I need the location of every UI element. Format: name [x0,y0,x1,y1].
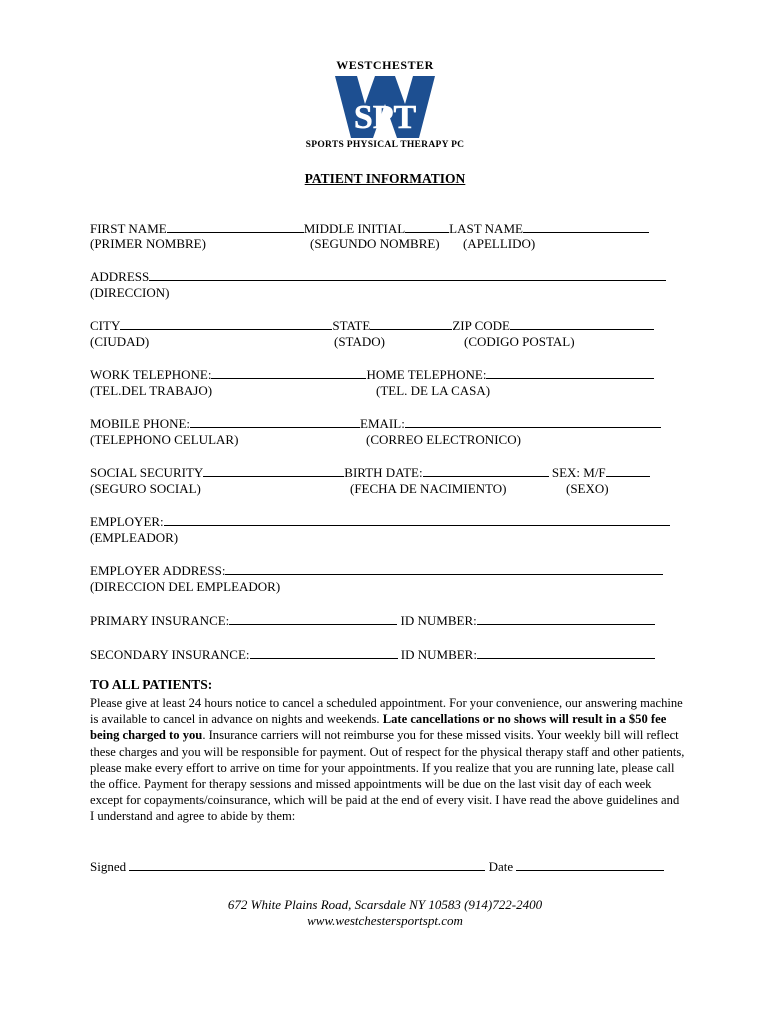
signed-label: Signed [90,859,127,874]
spt-logo-mark [335,76,435,138]
notice-text-2: . Insurance carriers will not reimburse you for these missed visits. Your weekly bill will reflect these charges and you will be responsible for payment. Out of respect for the physical therapy staff and other patients, please make every effort to arrive on time for your appointments. If you realize that you are running late, please call the office. Payment for therapy sessions and missed appointments will be due on the last visit day of each week except for copayments/coinsurance, which will be paid at the end of every visit. I have read the above guidelines and I understand and agree to abide by them: [90,728,685,824]
logo-bottom-text: SPORTS PHYSICAL THERAPY PC [305,140,465,150]
employer-row [90,513,670,530]
middle-initial-es: (SEGUNDO NOMBRE) [310,236,440,251]
employer-address-label: EMPLOYER ADDRESS: [90,563,226,578]
zip-es: (CODIGO POSTAL) [464,334,575,349]
home-phone-field[interactable] [486,366,654,379]
ssn-row [90,464,650,481]
zip-field[interactable] [510,317,654,330]
work-phone-field[interactable] [211,366,366,379]
notice-late-fee: Late cancellations or no shows will result in a $50 fee being charged to you [90,712,667,743]
notice-text-1: Please give at least 24 hours notice to cancel a scheduled appointment. For your convenience, our answering machine is available to cancel in advance on nights and weekends. [90,696,683,727]
date-label: Date [488,859,514,874]
middle-initial-label: MIDDLE INITIAL [303,221,406,236]
email-field[interactable] [405,415,661,428]
ssn-es: (SEGURO SOCIAL) [90,481,201,496]
primary-id-field[interactable] [477,612,655,625]
sex-label: SEX: M/F [551,465,606,480]
notice-body [90,695,685,825]
home-phone-es: (TEL. DE LA CASA) [376,383,491,398]
signature-row [90,858,664,875]
date-field[interactable] [516,858,664,871]
employer-es: (EMPLEADOR) [90,530,179,545]
notice-heading: TO ALL PATIENTS: [90,677,213,692]
secondary-insurance-field[interactable] [250,646,398,659]
employer-address-field[interactable] [225,562,663,575]
primary-insurance-label: PRIMARY INSURANCE: [90,613,230,628]
footer-website[interactable]: www.westchestersportspt.com [307,913,463,928]
secondary-id-label: ID NUMBER: [400,647,477,662]
mobile-phone-es: (TELEPHONO CELULAR) [90,432,239,447]
mobile-phone-label: MOBILE PHONE: [90,416,191,431]
birth-date-field[interactable] [423,464,549,477]
birth-date-label: BIRTH DATE: [344,465,423,480]
employer-field[interactable] [164,513,670,526]
employer-address-row [90,562,663,579]
secondary-id-field[interactable] [477,646,655,659]
address-field[interactable] [149,268,666,281]
ssn-label: SOCIAL SECURITY [90,465,204,480]
first-name-label: FIRST NAME [90,221,167,236]
state-es: (STADO) [334,334,385,349]
signature-field[interactable] [129,858,485,871]
primary-id-label: ID NUMBER: [400,613,477,628]
first-name-field[interactable] [167,220,304,233]
email-es: (CORREO ELECTRONICO) [366,432,521,447]
email-label: EMAIL: [360,416,405,431]
logo-mark-letters: SPT [353,99,417,136]
primary-insurance-field[interactable] [229,612,397,625]
address-es: (DIRECCION) [90,285,170,300]
last-name-field[interactable] [523,220,649,233]
city-label: CITY [90,318,121,333]
state-field[interactable] [370,317,452,330]
city-field[interactable] [120,317,332,330]
zip-label: ZIP CODE [452,318,510,333]
work-phone-es: (TEL.DEL TRABAJO) [90,383,213,398]
telephone-row [90,366,654,383]
mobile-row [90,415,661,432]
primary-insurance-row [90,612,655,629]
sex-field[interactable] [606,464,650,477]
secondary-insurance-label: SECONDARY INSURANCE: [90,647,250,662]
logo-top-text: WESTCHESTER [336,58,434,72]
middle-initial-field[interactable] [405,220,449,233]
sex-es: (SEXO) [566,481,609,496]
last-name-label: LAST NAME [449,221,523,236]
ssn-field[interactable] [203,464,344,477]
page-title: PATIENT INFORMATION [304,171,466,186]
employer-address-es: (DIRECCION DEL EMPLEADOR) [90,579,281,594]
logo [300,58,470,150]
birth-date-es: (FECHA DE NACIMIENTO) [350,481,507,496]
work-phone-label: WORK TELEPHONE: [90,367,212,382]
last-name-es: (APELLIDO) [463,236,536,251]
first-name-row [90,220,649,237]
address-label: ADDRESS [90,269,150,284]
state-label: STATE [332,318,371,333]
city-row [90,317,654,334]
home-phone-label: HOME TELEPHONE: [366,367,487,382]
first-name-es: (PRIMER NOMBRE) [90,236,206,251]
secondary-insurance-row [90,646,655,663]
employer-label: EMPLOYER: [90,514,164,529]
address-row [90,268,666,285]
footer-address: 672 White Plains Road, Scarsdale NY 10583 (914)722-2400 [227,897,543,912]
mobile-phone-field[interactable] [190,415,360,428]
city-es: (CIUDAD) [90,334,150,349]
